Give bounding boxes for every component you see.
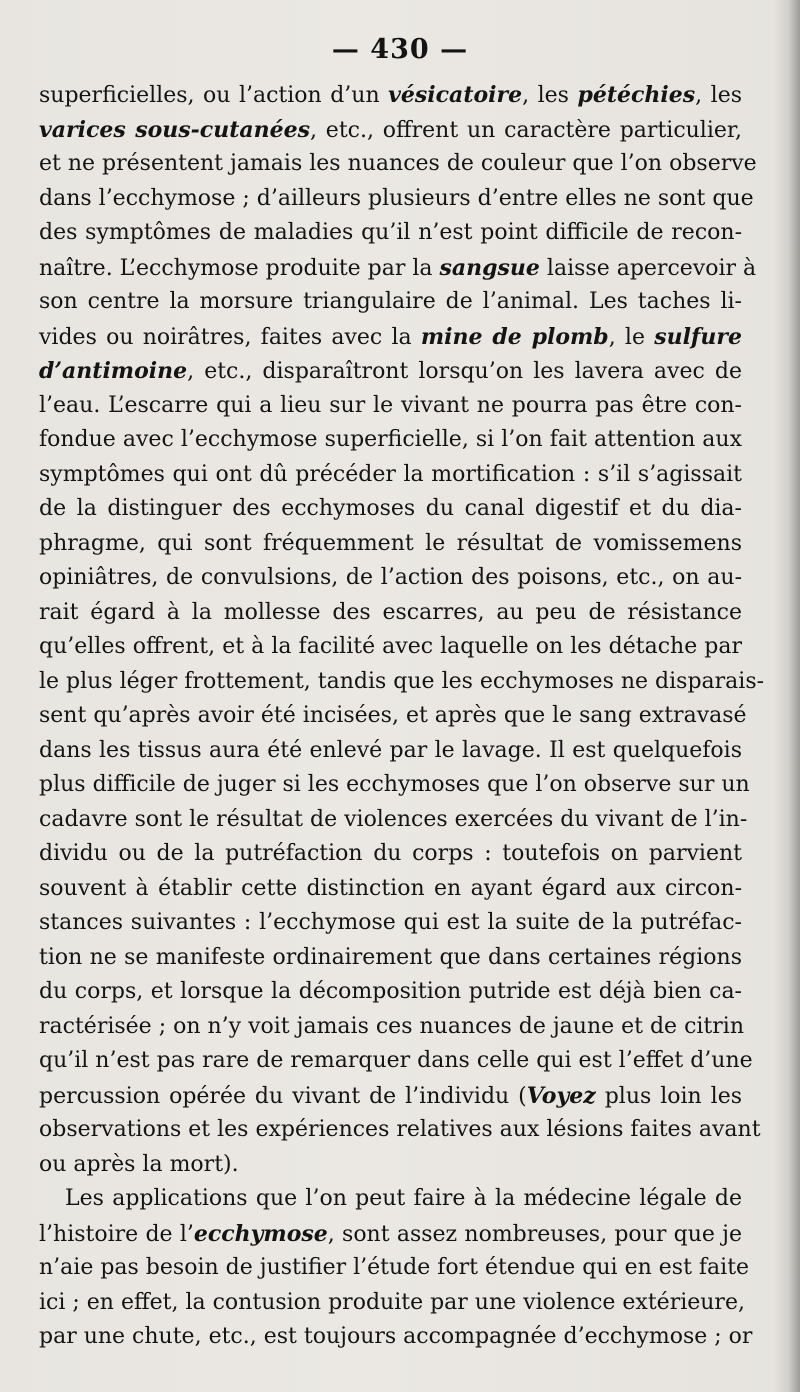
text-segment: ici ; en effet, la contusion produite par une violence extérieure, <box>39 1289 745 1315</box>
text-line <box>39 803 748 838</box>
page-number: — 430 — <box>331 34 469 65</box>
text-segment: qu’elles offrent, et à la facilité avec laquelle on les détache par <box>39 634 742 659</box>
text-line <box>39 147 757 182</box>
text-line <box>39 285 742 320</box>
text-line <box>39 665 765 700</box>
text-segment: stances suivantes : l’ecchymose qui est la suite de la putréfac- <box>39 910 742 935</box>
text-line <box>39 423 742 458</box>
text-segment: des symptômes de maladies qu’il n’est point difficile de recon- <box>39 220 742 245</box>
text-line <box>39 1079 742 1114</box>
body-text <box>39 78 765 1355</box>
text-segment: plus difficile de juger si les ecchymoses que l’on observe sur un <box>39 772 750 797</box>
text-segment: vides ou noirâtres, faites avec la <box>39 324 421 350</box>
text-line <box>39 1182 742 1217</box>
text-line <box>39 906 742 941</box>
text-segment: tion ne se manifeste ordinairement que dans certaines régions <box>39 944 742 970</box>
text-segment: ractérisée ; on n’y voit jamais ces nuances de jaune et de citrin <box>39 1013 744 1039</box>
text-line <box>39 251 757 286</box>
text-line <box>39 216 742 251</box>
text-segment: percussion opérée du vivant de l’individu ( <box>39 1083 527 1109</box>
text-line <box>39 768 750 803</box>
text-line <box>39 527 742 562</box>
text-segment: , les <box>522 83 578 108</box>
text-line <box>39 320 742 355</box>
text-segment: par une chute, etc., est toujours accompagnée d’ecchymose ; or <box>39 1324 753 1349</box>
text-segment: superficielles, ou l’action d’un <box>39 83 389 108</box>
italic-term: d’antimoine <box>39 358 188 384</box>
text-segment: rait égard à la mollesse des escarres, au peu de résistance <box>39 599 742 625</box>
text-line <box>39 1148 742 1183</box>
text-line <box>39 1251 750 1286</box>
text-line <box>39 872 742 907</box>
text-line <box>39 734 742 769</box>
text-segment: opiniâtres, de convulsions, de l’action des poisons, etc., on au- <box>39 565 742 590</box>
page-edge-shadow <box>774 0 800 1392</box>
text-segment: phragme, qui sont fréquemment le résultat de vomissemens <box>39 530 742 556</box>
text-segment: dans les tissus aura été enlevé par le lavage. Il est quelquefois <box>39 737 742 763</box>
text-line <box>39 561 742 596</box>
text-line <box>39 354 742 389</box>
text-line <box>39 113 742 148</box>
text-segment: , etc., disparaîtront lorsqu’on les lavera avec de <box>187 359 742 384</box>
text-line <box>39 1010 742 1045</box>
italic-term: sulfure <box>654 323 742 350</box>
text-segment: le plus léger frottement, tandis que les ecchymoses ne disparais- <box>39 668 765 694</box>
text-line <box>39 941 742 976</box>
text-segment: , les <box>695 83 743 108</box>
text-segment: et ne présentent jamais les nuances de couleur que l’on observe <box>39 151 757 176</box>
text-line <box>39 389 742 424</box>
text-line <box>39 699 747 734</box>
text-segment: n’aie pas besoin de justifier l’étude fort étendue qui en est faite <box>39 1255 750 1280</box>
text-segment: sent qu’après avoir été incisées, et après que le sang extravasé <box>39 703 747 728</box>
text-line <box>39 78 742 113</box>
italic-term: varices sous-cutanées <box>39 116 310 143</box>
text-segment: son centre la morsure triangulaire de l’animal. Les taches li- <box>39 289 742 314</box>
text-segment: qu’il n’est pas rare de remarquer dans celle qui est l’effet d’une <box>39 1048 753 1073</box>
text-line <box>39 837 742 872</box>
text-line <box>39 458 742 493</box>
text-segment: souvent à établir cette distinction en ayant égard aux circon- <box>39 875 742 901</box>
text-line <box>39 596 742 631</box>
italic-term: pétéchies <box>577 82 696 108</box>
text-segment: du corps, et lorsque la décomposition putride est déjà bien ca- <box>39 979 742 1004</box>
text-segment: ou après la mort). <box>39 1151 239 1177</box>
text-line <box>39 1044 753 1079</box>
text-line <box>39 492 742 527</box>
text-segment: l’eau. L’escarre qui a lieu sur le vivant ne pourra pas être con- <box>39 392 742 418</box>
text-segment: observations et les expériences relatives aux lésions faites avant <box>39 1117 761 1142</box>
text-line <box>39 1286 745 1321</box>
italic-term: sangsue <box>439 254 540 281</box>
text-line <box>39 630 742 665</box>
text-segment: cadavre sont le résultat de violences exercées du vivant de l’in- <box>39 806 748 832</box>
text-line <box>39 1113 761 1148</box>
italic-term: mine de plomb <box>420 323 609 350</box>
text-segment: laisse apercevoir à <box>539 255 757 281</box>
text-segment: Les applications que l’on peut faire à la médecine légale de <box>65 1186 742 1211</box>
text-line <box>39 1217 742 1252</box>
text-segment: plus loin les <box>595 1083 742 1109</box>
text-segment: fondue avec l’ecchymose superficielle, si l’on fait attention aux <box>39 427 742 452</box>
text-line <box>39 1320 753 1355</box>
italic-term: ecchymose <box>193 1220 328 1247</box>
text-segment: l’histoire de l’ <box>39 1221 194 1247</box>
text-segment: symptômes qui ont dû précéder la mortification : s’il s’agissait <box>39 461 742 487</box>
text-segment: , etc., offrent un caractère particulier, <box>310 117 742 143</box>
text-line <box>39 182 754 217</box>
text-segment: dans l’ecchymose ; d’ailleurs plusieurs d’entre elles ne sont que <box>39 185 754 211</box>
italic-term: vésicatoire <box>388 82 523 108</box>
text-segment: naître. L’ecchymose produite par la <box>39 255 440 281</box>
text-segment: de la distinguer des ecchymoses du canal digestif et du dia- <box>39 496 742 521</box>
text-segment: , sont assez nombreuses, pour que je <box>327 1221 742 1247</box>
italic-term: Voyez <box>526 1082 596 1109</box>
text-line <box>39 975 742 1010</box>
text-segment: dividu ou de la putréfaction du corps : toutefois on parvient <box>39 841 742 866</box>
text-segment: , le <box>608 324 655 350</box>
